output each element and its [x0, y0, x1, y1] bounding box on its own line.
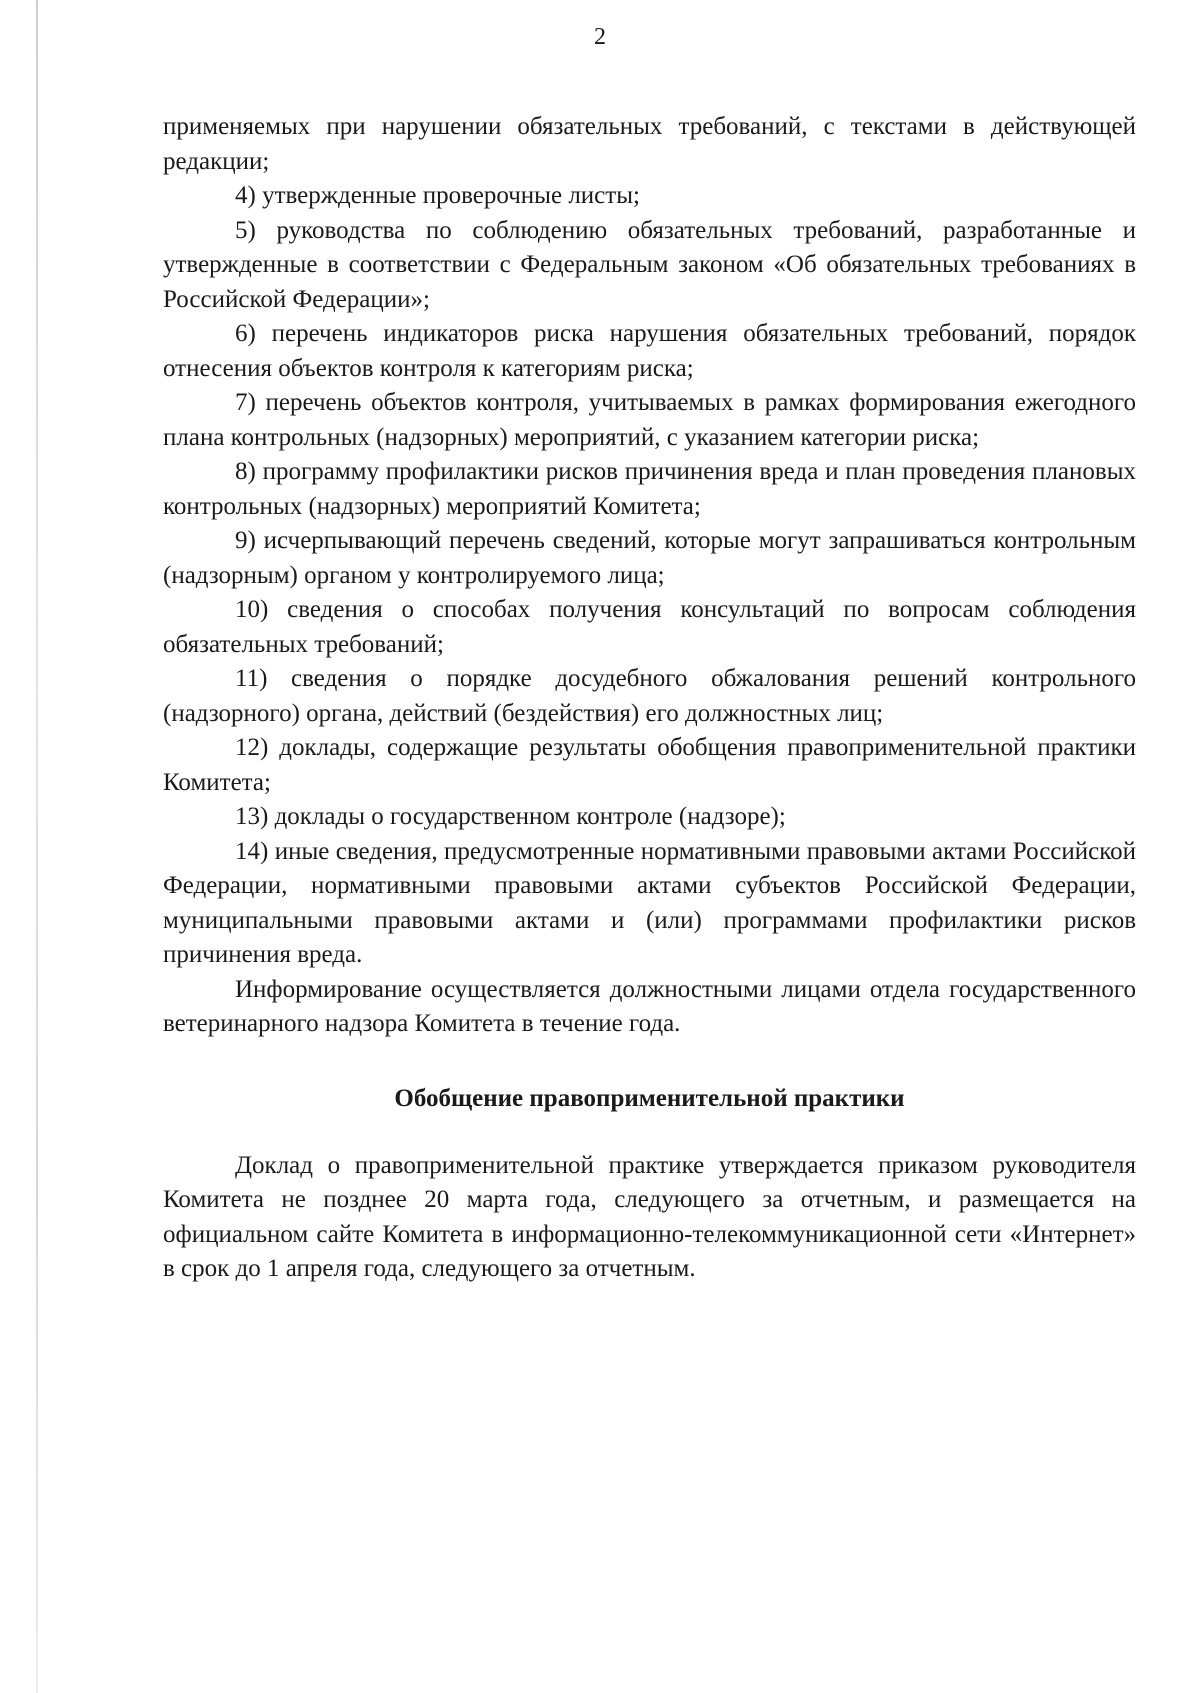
- list-item-11: 11) сведения о порядке досудебного обжалования решений контрольного (надзорного) органа, действий (бездействия) его должностных лиц;: [163, 665, 1136, 727]
- list-item-10: 10) сведения о способах получения консультаций по вопросам соблюдения обязательных требований;: [163, 596, 1136, 658]
- list-item-9: 9) исчерпывающий перечень сведений, которые могут запрашиваться контрольным (надзорным) органом у контролируемого лица;: [163, 527, 1136, 589]
- informing-paragraph: Информирование осуществляется должностными лицами отдела государственного ветеринарного надзора Комитета в течение года.: [163, 975, 1136, 1037]
- scan-edge-line: [36, 0, 38, 1693]
- list-item-12: 12) доклады, содержащие результаты обобщения правоприменительной практики Комитета;: [163, 734, 1136, 796]
- section-paragraph: Доклад о правоприменительной практике утверждается приказом руководителя Комитета не позднее 20 марта года, следующего за отчетным, и размещается на официальном сайте Комитета в информационно-телекоммуникационной сети «Интернет» в срок до 1 апреля года, следующего за отчетным.: [163, 1151, 1136, 1282]
- list-item-4: 4) утвержденные проверочные листы;: [235, 182, 640, 209]
- list-item-13: 13) доклады о государственном контроле (надзоре);: [235, 803, 786, 830]
- section-heading: Обобщение правоприменительной практики: [394, 1084, 905, 1112]
- list-item-8: 8) программу профилактики рисков причинения вреда и план проведения плановых контрольных (надзорных) мероприятий Комитета;: [163, 458, 1136, 520]
- page-number: 2: [594, 24, 606, 50]
- list-item-6: 6) перечень индикаторов риска нарушения обязательных требований, порядок отнесения объектов контроля к категориям риска;: [163, 320, 1136, 382]
- list-item-14: 14) иные сведения, предусмотренные нормативными правовыми актами Российской Федерации, нормативными правовыми актами субъектов Российской Федерации, муниципальными правовыми актами и (или) программами профилактики рисков причинения вреда.: [163, 837, 1136, 968]
- document-body: [163, 110, 1136, 1287]
- list-item-5: 5) руководства по соблюдению обязательных требований, разработанные и утвержденные в соответствии с Федеральным законом «Об обязательных требованиях в Российской Федерации»;: [163, 216, 1136, 313]
- paragraph-continuation: применяемых при нарушении обязательных требований, с текстами в действующей редакции;: [163, 113, 1136, 175]
- list-item-7: 7) перечень объектов контроля, учитываемых в рамках формирования ежегодного плана контрольных (надзорных) мероприятий, с указанием категории риска;: [163, 389, 1136, 451]
